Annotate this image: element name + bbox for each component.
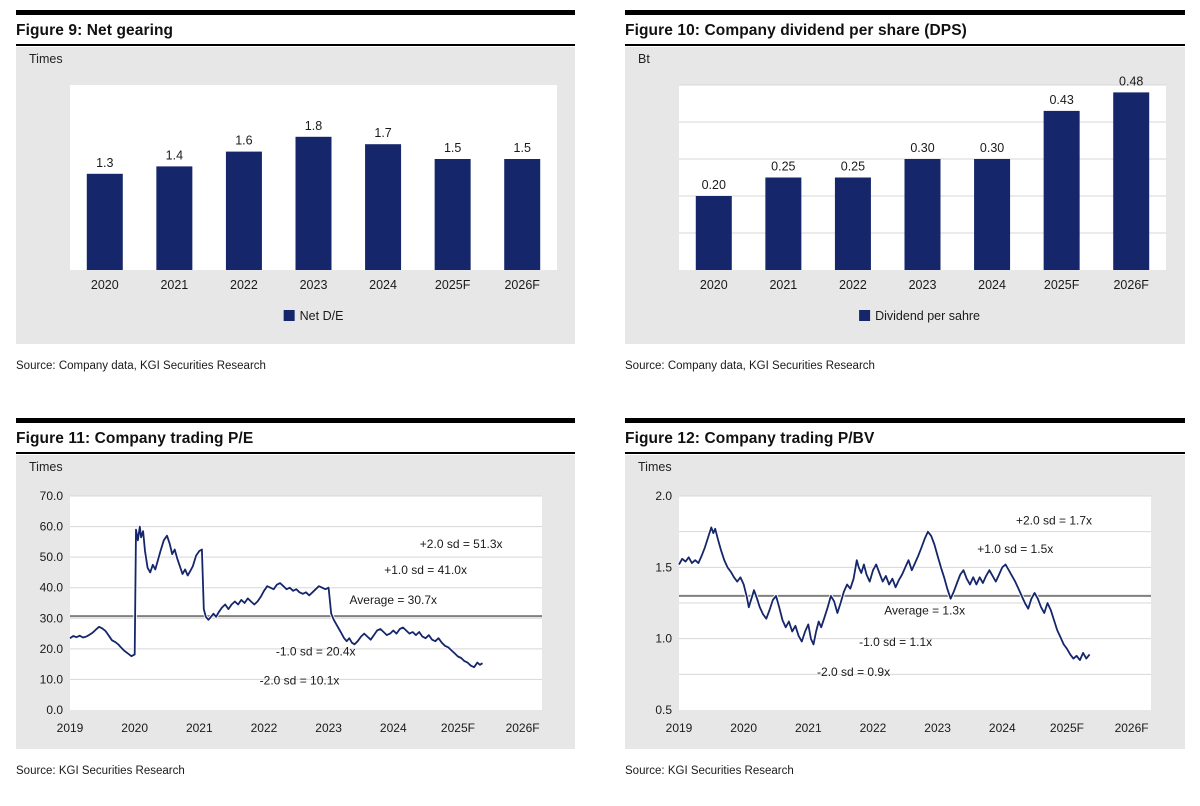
sd-annotation: +1.0 sd = 41.0x [384, 562, 467, 577]
figure-9-title: Figure 9: Net gearing [16, 15, 575, 46]
sd-annotation: Average = 1.3x [884, 603, 966, 618]
x-tick-label: 2026F [505, 721, 540, 735]
bar [1044, 111, 1080, 270]
x-tick-label: 2021 [185, 721, 213, 735]
y-tick-label: 50.0 [39, 550, 63, 565]
figure-10-chart-panel [625, 47, 1185, 344]
bar [296, 137, 332, 270]
bar [974, 159, 1010, 270]
figure-10 [625, 10, 1185, 372]
figure-9-unit-label: Times [29, 52, 63, 66]
x-tick-label: 2023 [924, 721, 951, 735]
bar [504, 159, 540, 270]
x-tick-label: 2019 [56, 721, 84, 735]
figure-9-source: Source: Company data, KGI Securities Research [16, 360, 266, 372]
figure-10-title: Figure 10: Company dividend per share (DPS) [625, 15, 1185, 46]
figure-10-bar-chart [625, 47, 1184, 344]
figure-11-title: Figure 11: Company trading P/E [16, 423, 575, 454]
sd-annotation: +2.0 sd = 1.7x [1015, 513, 1093, 528]
bar-value-label: 1.7 [374, 126, 392, 141]
figure-12-source: Source: KGI Securities Research [625, 765, 794, 777]
bar-value-label: 1.3 [96, 155, 114, 170]
x-tick-label: 2022 [859, 721, 887, 735]
y-tick-label: 0.0 [46, 703, 63, 717]
x-tick-label: 2019 [665, 721, 693, 735]
figure-10-source: Source: Company data, KGI Securities Research [625, 360, 875, 372]
x-tick-label: 2024 [978, 278, 1006, 292]
x-tick-label: 2026F [1114, 721, 1149, 735]
x-tick-label: 2022 [250, 721, 278, 735]
y-tick-label: 10.0 [39, 672, 63, 687]
bar-value-label: 0.25 [840, 159, 866, 174]
bar [435, 159, 471, 270]
x-tick-label: 2022 [230, 278, 258, 292]
bar [765, 178, 801, 271]
figure-11-line-chart [16, 455, 575, 749]
bar-value-label: 0.20 [701, 178, 726, 192]
bar-value-label: 1.4 [165, 148, 184, 163]
x-tick-label: 2023 [299, 278, 328, 292]
x-tick-label: 2020 [90, 278, 119, 292]
sd-annotation: +2.0 sd = 51.3x [419, 536, 503, 551]
x-tick-label: 2025F [440, 721, 475, 735]
bar-value-label: 0.30 [979, 141, 1005, 155]
x-tick-label: 2024 [369, 278, 397, 292]
figure-12-line-chart [625, 455, 1184, 749]
x-tick-label: 2021 [769, 278, 798, 292]
bar [365, 144, 401, 270]
bar [156, 166, 192, 270]
sd-annotation: -2.0 sd = 0.9x [817, 664, 891, 679]
x-tick-label: 2021 [794, 721, 822, 735]
x-tick-label: 2026F [504, 278, 540, 292]
x-tick-label: 2022 [839, 278, 867, 292]
figure-12-chart-panel [625, 455, 1185, 749]
x-tick-label: 2025F [1049, 721, 1084, 735]
figure-11-source: Source: KGI Securities Research [16, 765, 185, 777]
bar-value-label: 1.5 [513, 141, 531, 155]
bar-value-label: 1.8 [304, 118, 323, 133]
bar [835, 178, 871, 271]
legend-label: Net D/E [299, 309, 344, 323]
bar-value-label: 1.6 [235, 133, 253, 148]
figure-12-title: Figure 12: Company trading P/BV [625, 423, 1185, 454]
sd-annotation: -1.0 sd = 20.4x [275, 644, 356, 659]
x-tick-label: 2021 [160, 278, 189, 292]
figure-11-chart-panel [16, 455, 575, 749]
x-tick-label: 2024 [988, 721, 1016, 735]
figure-12 [625, 418, 1185, 777]
x-tick-label: 2025F [434, 278, 471, 292]
y-tick-label: 0.5 [655, 703, 672, 717]
y-tick-label: 1.0 [655, 631, 672, 646]
figure-10-unit-label: Bt [638, 52, 650, 66]
y-tick-label: 60.0 [39, 519, 63, 534]
x-tick-label: 2023 [908, 278, 937, 292]
x-tick-label: 2020 [699, 278, 728, 292]
x-tick-label: 2023 [315, 721, 342, 735]
legend-swatch [859, 310, 870, 321]
bar [696, 196, 732, 270]
figure-12-unit-label: Times [638, 460, 672, 474]
sd-annotation: -2.0 sd = 10.1x [259, 673, 340, 688]
y-tick-label: 70.0 [39, 489, 63, 503]
bar [87, 174, 123, 270]
y-tick-label: 20.0 [39, 641, 63, 656]
x-tick-label: 2026F [1113, 278, 1149, 292]
sd-annotation: +1.0 sd = 1.5x [977, 542, 1054, 557]
bar [905, 159, 941, 270]
bar [226, 152, 262, 270]
bar-value-label: 0.43 [1049, 92, 1074, 107]
figure-9-chart-panel [16, 47, 575, 344]
x-tick-label: 2020 [730, 721, 758, 735]
bar [1113, 92, 1149, 270]
y-tick-label: 30.0 [39, 611, 63, 626]
x-tick-label: 2024 [379, 721, 407, 735]
y-tick-label: 40.0 [39, 580, 63, 595]
bar-value-label: 1.5 [443, 141, 462, 155]
sd-annotation: -1.0 sd = 1.1x [859, 634, 933, 649]
x-tick-label: 2025F [1043, 278, 1080, 292]
legend-label: Dividend per sahre [875, 309, 981, 323]
x-tick-label: 2020 [121, 721, 149, 735]
bar-value-label: 0.25 [771, 159, 796, 174]
y-tick-label: 1.5 [655, 560, 672, 575]
bar-value-label: 0.48 [1119, 74, 1144, 89]
figure-9 [16, 10, 575, 372]
legend-swatch [284, 310, 295, 321]
figure-11-unit-label: Times [29, 460, 63, 474]
sd-annotation: Average = 30.7x [349, 592, 438, 607]
figure-11 [16, 418, 575, 777]
figure-9-bar-chart [16, 47, 575, 344]
bar-value-label: 0.30 [910, 141, 935, 155]
y-tick-label: 2.0 [655, 489, 672, 503]
